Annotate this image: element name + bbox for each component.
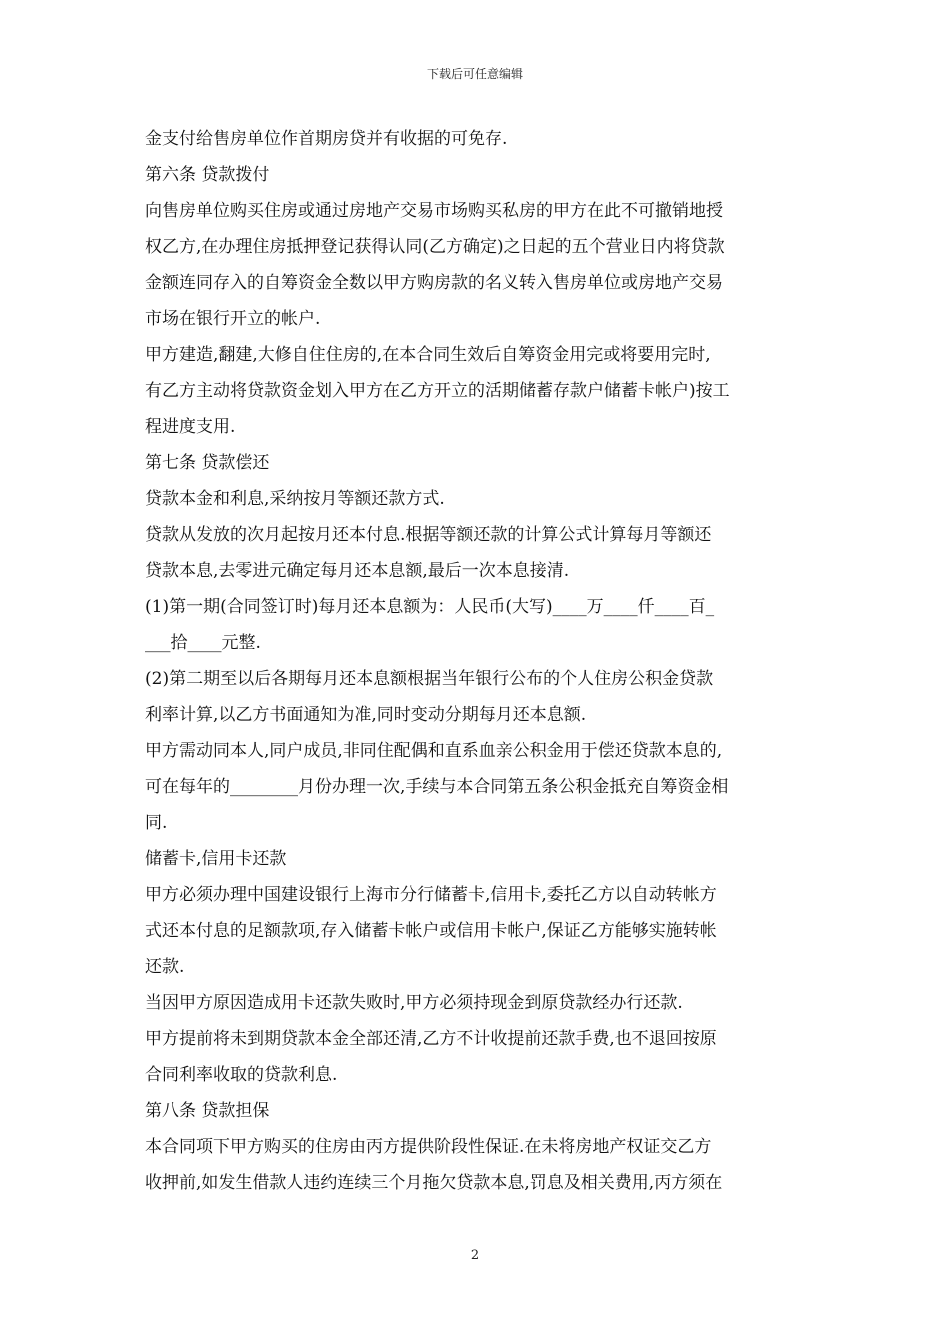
section-heading: 第七条 贷款偿还	[145, 453, 270, 473]
text-line: 贷款本息,去零进元确定每月还本息额,最后一次本息接清.	[145, 561, 570, 581]
text-line: (2)第二期至以后各期每月还本息额根据当年银行公布的个人住房公积金贷款	[145, 669, 714, 689]
text-line: 甲方建造,翻建,大修自住住房的,在本合同生效后自筹资金用完或将要用完时,	[145, 345, 711, 365]
section-heading: 第八条 贷款担保	[145, 1101, 270, 1121]
page-header: 下载后可任意编辑	[426, 67, 523, 81]
text-line: 合同利率收取的贷款利息.	[145, 1065, 338, 1085]
text-line: 式还本付息的足额款项,存入储蓄卡帐户或信用卡帐户,保证乙方能够实施转帐	[145, 921, 717, 941]
text-line: 可在每年的________月份办理一次,手续与本合同第五条公积金抵充自筹资金相	[145, 777, 729, 797]
text-line: 贷款从发放的次月起按月还本付息.根据等额还款的计算公式计算每月等额还	[145, 525, 712, 545]
text-line: 还款.	[145, 957, 185, 977]
text-line: 利率计算,以乙方书面通知为准,同时变动分期每月还本息额.	[145, 705, 587, 725]
text-line: 权乙方,在办理住房抵押登记获得认同(乙方确定)之日起的五个营业日内将贷款	[145, 237, 725, 257]
section-heading: 第六条 贷款拨付	[145, 165, 270, 185]
text-line: (1)第一期(合同签订时)每月还本息额为：人民币(大写)____万____仟____百_	[145, 597, 715, 617]
text-line: 本合同项下甲方购买的住房由丙方提供阶段性保证.在未将房地产权证交乙方	[145, 1137, 712, 1157]
text-line: 程进度支用.	[145, 417, 236, 437]
text-line: 甲方提前将未到期贷款本金全部还清,乙方不计收提前还款手费,也不退回按原	[145, 1029, 717, 1049]
text-line: 向售房单位购买住房或通过房地产交易市场购买私房的甲方在此不可撤销地授	[145, 201, 723, 221]
document-body	[145, 121, 810, 1201]
text-line: 有乙方主动将贷款资金划入甲方在乙方开立的活期储蓄存款户储蓄卡帐户)按工	[145, 381, 730, 401]
text-line: 同.	[145, 813, 168, 833]
text-line: 收押前,如发生借款人违约连续三个月拖欠贷款本息,罚息及相关费用,丙方须在	[145, 1173, 723, 1193]
text-line: 甲方需动同本人,同户成员,非同住配偶和直系血亲公积金用于偿还贷款本息的,	[145, 741, 723, 761]
text-line: 金额连同存入的自筹资金全数以甲方购房款的名义转入售房单位或房地产交易	[145, 273, 723, 293]
text-line: 金支付给售房单位作首期房贷并有收据的可免存.	[145, 129, 508, 149]
subsection-heading: 储蓄卡,信用卡还款	[145, 849, 287, 869]
text-line: 市场在银行开立的帐户.	[145, 309, 321, 329]
text-line: ___拾____元整.	[145, 633, 261, 653]
page-number: 2	[470, 1248, 480, 1263]
text-line: 甲方必须办理中国建设银行上海市分行储蓄卡,信用卡,委托乙方以自动转帐方	[145, 885, 717, 905]
text-line: 贷款本金和利息,采纳按月等额还款方式.	[145, 489, 445, 509]
text-line: 当因甲方原因造成用卡还款失败时,甲方必须持现金到原贷款经办行还款.	[145, 993, 683, 1013]
